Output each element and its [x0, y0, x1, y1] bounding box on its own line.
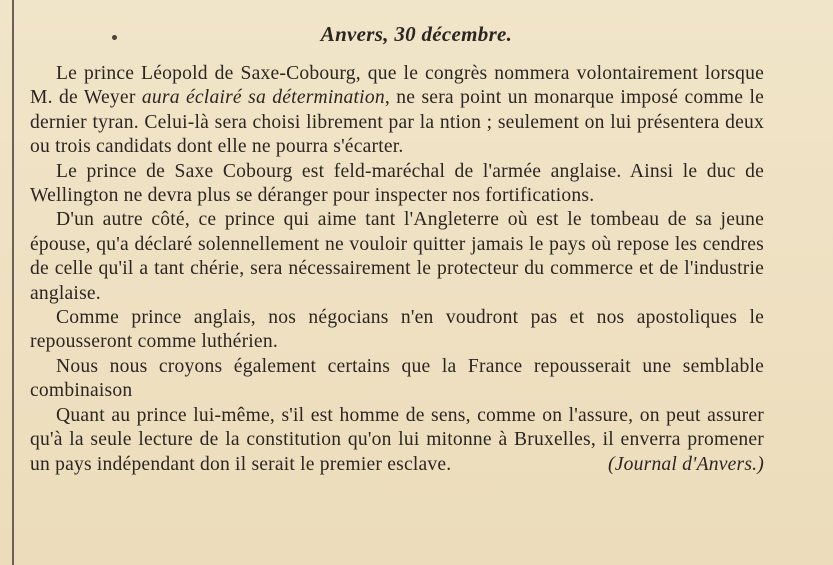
dateline: Anvers, 30 décembre. — [320, 22, 513, 46]
paragraph-1-text-end: , ne sera point un monarque imposé comme le dernier tyran. Celui-là sera choisi librement par la ntion ; seulement on lui présentera deux ou trois candidats dont elle ne pourra s'écarter. — [30, 87, 764, 158]
paragraph-2: Le prince de Saxe Cobourg est feld-maréchal de l'armée anglaise. Ainsi le duc de Wellington ne devra plus se déranger pour inspecter nos fortifications. — [30, 160, 764, 207]
column-rule — [12, 0, 14, 565]
paragraph-6-text: Quant au prince lui-même, s'il est homme de sens, comme on l'assure, on peut assurer qu'à la seule lecture de la constitution qu'on lui mitonne à Bruxelles, il enverra promener un pays indépendant don il serait le premier esclave. — [30, 404, 764, 475]
paragraph-5: Nous nous croyons également certains que la France repousserait une semblable combinaison — [30, 355, 764, 402]
source-signature: (Journal d'Anvers.) — [608, 453, 764, 475]
paragraph-6 — [30, 404, 764, 477]
paragraph-1-italic-phrase: aura éclairé sa détermination — [141, 87, 385, 109]
paragraph-3: D'un autre côté, ce prince qui aime tant l'Angleterre où est le tombeau de sa jeune épouse, qu'a déclaré solennellement ne vouloir quitter jamais le pays où repose les cendres de celle qu'il a tant chérie, sera nécessairement le protecteur du commerce et de l'industrie anglaise. — [30, 209, 764, 304]
paragraph-1 — [30, 62, 764, 160]
paragraph-4: Comme prince anglais, nos négocians n'en voudront pas et nos apostoliques le repousseront comme luthérien. — [30, 307, 764, 353]
article-body — [30, 62, 764, 477]
paragraph-1-text-start: Le prince Léopold de Saxe-Cobourg, que le congrès nommera volontairement lorsque M. de Weyer — [30, 63, 764, 109]
